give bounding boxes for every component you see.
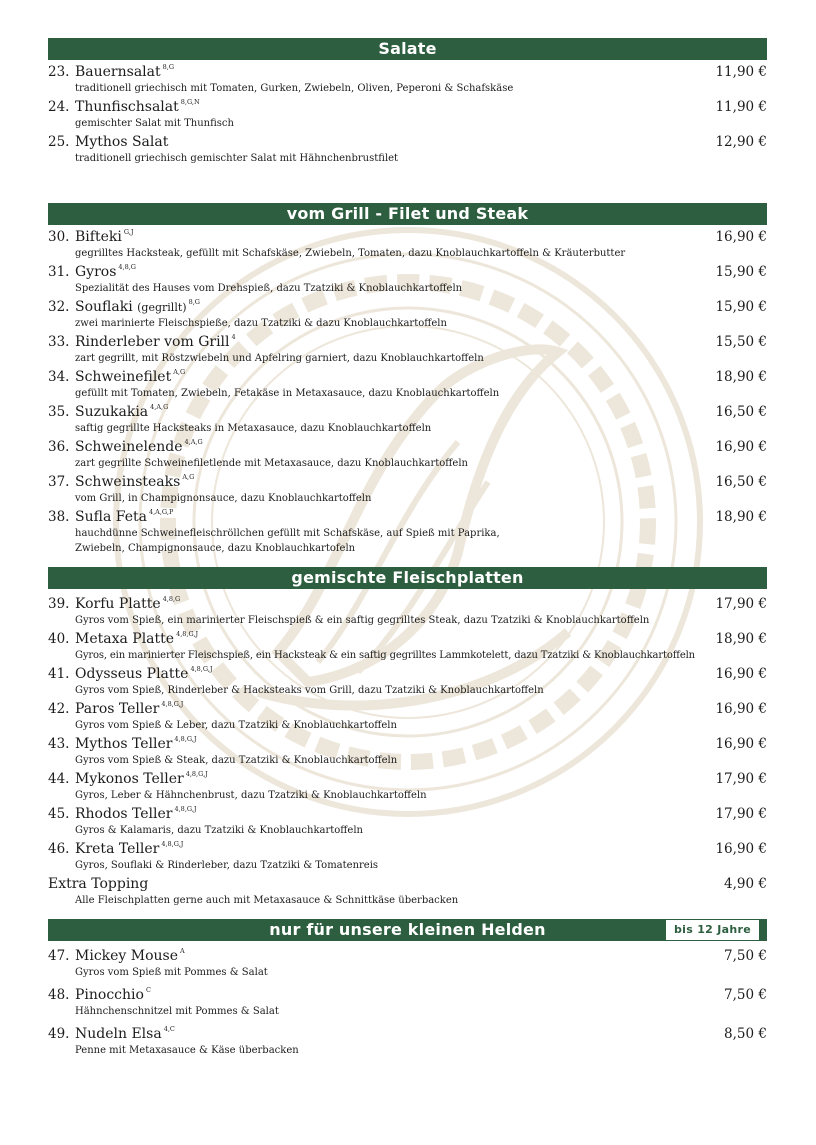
menu-item: [48, 987, 767, 1019]
section-header-grill: [48, 203, 767, 225]
item-name: Rinderleber vom Grill: [75, 334, 230, 350]
section-title: nur für unsere kleinen Helden: [269, 920, 546, 939]
item-price: 16,50 €: [715, 474, 767, 490]
item-number: 36.: [48, 439, 70, 455]
item-price: 16,90 €: [715, 666, 767, 682]
item-name: Mythos Salat: [75, 134, 169, 150]
section-grill: [48, 203, 767, 556]
item-description: traditionell griechisch gemischter Salat mit Hähnchenbrustfilet: [75, 153, 399, 164]
item-price: 17,90 €: [715, 806, 767, 822]
item-description: gemischter Salat mit Thunfisch: [75, 118, 234, 129]
item-price: 16,50 €: [715, 404, 767, 420]
item-number: 23.: [48, 64, 70, 80]
item-name: Schweinsteaks: [75, 474, 181, 490]
allergen-codes: 4,A,G: [150, 403, 169, 411]
menu-item: [48, 509, 767, 556]
menu-item: [48, 701, 767, 733]
allergen-codes: 4,A,G: [184, 438, 203, 446]
menu-item: [48, 369, 767, 401]
item-name: Schweinelende: [75, 439, 183, 455]
item-description: zart gegrillt, mit Röstzwiebeln und Apfelring garniert, dazu Knoblauchkartoffeln: [75, 353, 484, 364]
item-number: 44.: [48, 771, 70, 787]
menu-item: [48, 596, 767, 628]
item-name: Rhodos Teller: [75, 806, 173, 822]
extra-topping-description: Alle Fleischplatten gerne auch mit Metaxasauce & Schnittkäse überbacken: [75, 895, 459, 906]
allergen-codes: 4,8,G,J: [185, 770, 208, 778]
item-number: 40.: [48, 631, 70, 647]
section-title: vom Grill - Filet und Steak: [286, 204, 529, 223]
allergen-codes: 8,G: [162, 63, 175, 71]
item-number: 31.: [48, 264, 70, 280]
item-number: 35.: [48, 404, 70, 420]
menu-item: [48, 299, 767, 331]
item-name: Kreta Teller: [75, 841, 160, 857]
item-price: 18,90 €: [715, 509, 767, 525]
menu-item: [48, 736, 767, 768]
item-price: 16,90 €: [715, 841, 767, 857]
section-header-kids: [48, 919, 767, 941]
item-name: Korfu Platte: [75, 596, 161, 612]
allergen-codes: 4,8,G,J: [174, 805, 197, 813]
item-description: Spezialität des Hauses vom Drehspieß, dazu Tzatziki & Knoblauchkartoffeln: [75, 283, 463, 294]
item-number: 42.: [48, 701, 70, 717]
item-number: 24.: [48, 99, 70, 115]
item-number: 47.: [48, 948, 70, 964]
item-price: 16,90 €: [715, 229, 767, 245]
section-salate: [48, 38, 767, 166]
item-price: 11,90 €: [715, 99, 767, 115]
item-price: 12,90 €: [715, 134, 767, 150]
item-description: traditionell griechisch mit Tomaten, Gurken, Zwiebeln, Oliven, Peperoni & Schafskäse: [75, 83, 514, 94]
extra-topping-price: 4,90 €: [724, 876, 767, 892]
item-name: Paros Teller: [75, 701, 160, 717]
item-price: 16,90 €: [715, 701, 767, 717]
age-note-badge: bis 12 Jahre: [666, 920, 759, 940]
menu-item: [48, 1026, 767, 1058]
item-name: Nudeln Elsa: [75, 1026, 162, 1042]
item-number: 37.: [48, 474, 70, 490]
item-price: 16,90 €: [715, 439, 767, 455]
item-price: 15,90 €: [715, 264, 767, 280]
item-number: 39.: [48, 596, 70, 612]
item-price: 17,90 €: [715, 596, 767, 612]
item-price: 8,50 €: [724, 1026, 767, 1042]
menu-item: [48, 334, 767, 366]
item-name: Souflaki: [75, 299, 133, 315]
allergen-codes: A: [180, 947, 185, 955]
item-description: gegrilltes Hacksteak, gefüllt mit Schafskäse, Zwiebeln, Tomaten, dazu Knoblauchkartoffeln & Kräuterbutter: [75, 248, 626, 259]
item-name: Gyros: [75, 264, 117, 280]
item-number: 38.: [48, 509, 70, 525]
section-kids: [48, 919, 767, 1058]
item-number: 45.: [48, 806, 70, 822]
item-name: Mykonos Teller: [75, 771, 184, 787]
item-description: Gyros vom Spieß & Leber, dazu Tzatziki & Knoblauchkartoffeln: [75, 720, 397, 731]
item-description: saftig gegrillte Hacksteaks in Metaxasauce, dazu Knoblauchkartoffeln: [75, 423, 432, 434]
allergen-codes: G,J: [123, 228, 134, 236]
allergen-codes: A,G: [173, 368, 186, 376]
item-name: Bauernsalat: [75, 64, 161, 80]
menu-item: [48, 948, 767, 980]
item-description-line-2: Zwiebeln, Champignonsauce, dazu Knoblauchkartofeln: [75, 543, 356, 554]
item-description: hauchdünne Schweinefleischröllchen gefüllt mit Schafskäse, auf Spieß mit Paprika,: [75, 528, 500, 539]
item-price: 16,90 €: [715, 736, 767, 752]
allergen-codes: 4,8,G,J: [174, 735, 197, 743]
menu-item: [48, 64, 767, 96]
item-price: 7,50 €: [724, 987, 767, 1003]
item-description: Gyros, Leber & Hähnchenbrust, dazu Tzatziki & Knoblauchkartoffeln: [75, 790, 427, 801]
menu-item: [48, 666, 767, 698]
item-name: Schweinefilet: [75, 369, 172, 385]
allergen-codes: 4,8,G: [162, 595, 181, 603]
allergen-codes: 4,8,G,J: [190, 665, 213, 673]
item-number: 30.: [48, 229, 70, 245]
allergen-codes: 4: [231, 333, 236, 341]
section-header-salate: [48, 38, 767, 60]
allergen-codes: A,G: [182, 473, 195, 481]
extra-topping: [48, 876, 767, 908]
allergen-codes: 4,8,G: [118, 263, 137, 271]
menu-item: [48, 134, 767, 166]
item-description: Gyros vom Spieß mit Pommes & Salat: [75, 967, 268, 978]
item-price: 17,90 €: [715, 771, 767, 787]
allergen-codes: 4,A,G,P: [148, 508, 174, 516]
menu-item: [48, 439, 767, 471]
allergen-codes: 8,G,N: [180, 98, 200, 106]
item-description: Gyros & Kalamaris, dazu Tzatziki & Knoblauchkartoffeln: [75, 825, 363, 836]
menu-item: [48, 771, 767, 803]
allergen-codes: 4,8,G,J: [161, 840, 184, 848]
item-description: Gyros vom Spieß & Steak, dazu Tzatziki & Knoblauchkartoffeln: [75, 755, 398, 766]
item-number: 41.: [48, 666, 70, 682]
section-title: Salate: [378, 39, 437, 58]
item-number: 48.: [48, 987, 70, 1003]
allergen-codes: C: [145, 986, 151, 994]
item-name: Metaxa Platte: [75, 631, 175, 647]
item-name: Suzukakia: [75, 404, 149, 420]
item-number: 33.: [48, 334, 70, 350]
item-number: 49.: [48, 1026, 70, 1042]
item-name: Thunfischsalat: [75, 99, 179, 115]
item-description: zwei marinierte Fleischspieße, dazu Tzatziki & dazu Knoblauchkartoffeln: [75, 318, 447, 329]
item-price: 15,50 €: [715, 334, 767, 350]
section-header-fleischplatten: [48, 567, 767, 589]
allergen-codes: 4,C: [163, 1025, 175, 1033]
menu-item: [48, 631, 767, 663]
item-number: 34.: [48, 369, 70, 385]
menu-item: [48, 404, 767, 436]
item-description: zart gegrillte Schweinefiletlende mit Metaxasauce, dazu Knoblauchkartoffeln: [75, 458, 468, 469]
item-number: 32.: [48, 299, 70, 315]
extra-topping-name: Extra Topping: [48, 876, 149, 892]
section-title: gemischte Fleischplatten: [291, 568, 524, 587]
item-description: vom Grill, in Champignonsauce, dazu Knoblauchkartoffeln: [75, 493, 372, 504]
item-description: gefüllt mit Tomaten, Zwiebeln, Fetakäse in Metaxasauce, dazu Knoblauchkartoffeln: [75, 388, 500, 399]
allergen-codes: 8,G: [188, 298, 200, 306]
menu-item: [48, 806, 767, 838]
allergen-codes: 4,8,G,J: [161, 700, 184, 708]
item-name: Mickey Mouse: [75, 948, 179, 964]
item-name: Odysseus Platte: [75, 666, 189, 682]
item-name: Sufla Feta: [75, 509, 147, 525]
item-price: 15,90 €: [715, 299, 767, 315]
item-name: Pinocchio: [75, 987, 144, 1003]
section-fleischplatten: [48, 567, 767, 908]
item-name: Bifteki: [75, 229, 122, 245]
menu-item: [48, 841, 767, 873]
item-price: 18,90 €: [715, 369, 767, 385]
item-price: 18,90 €: [715, 631, 767, 647]
item-number: 46.: [48, 841, 70, 857]
menu-item: [48, 229, 767, 261]
menu-item: [48, 99, 767, 131]
menu-item: [48, 264, 767, 296]
menu-page: [48, 38, 767, 1058]
allergen-codes: 4,8,G,J: [176, 630, 199, 638]
menu-item: [48, 474, 767, 506]
item-name-note: (gegrillt): [137, 301, 187, 314]
item-description: Gyros, Souflaki & Rinderleber, dazu Tzatziki & Tomatenreis: [75, 860, 379, 871]
item-description: Gyros vom Spieß, Rinderleber & Hacksteaks vom Grill, dazu Tzatziki & Knoblauchkartoffeln: [75, 685, 544, 696]
item-price: 11,90 €: [715, 64, 767, 80]
item-description: Penne mit Metaxasauce & Käse überbacken: [75, 1045, 299, 1056]
item-description: Gyros vom Spieß, ein marinierter Fleischspieß & ein saftig gegrilltes Steak, dazu Tzatziki & Knoblauchkartoffeln: [75, 615, 650, 626]
item-description: Gyros, ein marinierter Fleischspieß, ein Hacksteak & ein saftig gegrilltes Lammkotelett, dazu Tzatziki & Knoblauchkartoffeln: [75, 650, 695, 661]
item-name: Mythos Teller: [75, 736, 173, 752]
item-price: 7,50 €: [724, 948, 767, 964]
item-number: 43.: [48, 736, 70, 752]
item-description: Hähnchenschnitzel mit Pommes & Salat: [75, 1006, 279, 1017]
item-number: 25.: [48, 134, 70, 150]
